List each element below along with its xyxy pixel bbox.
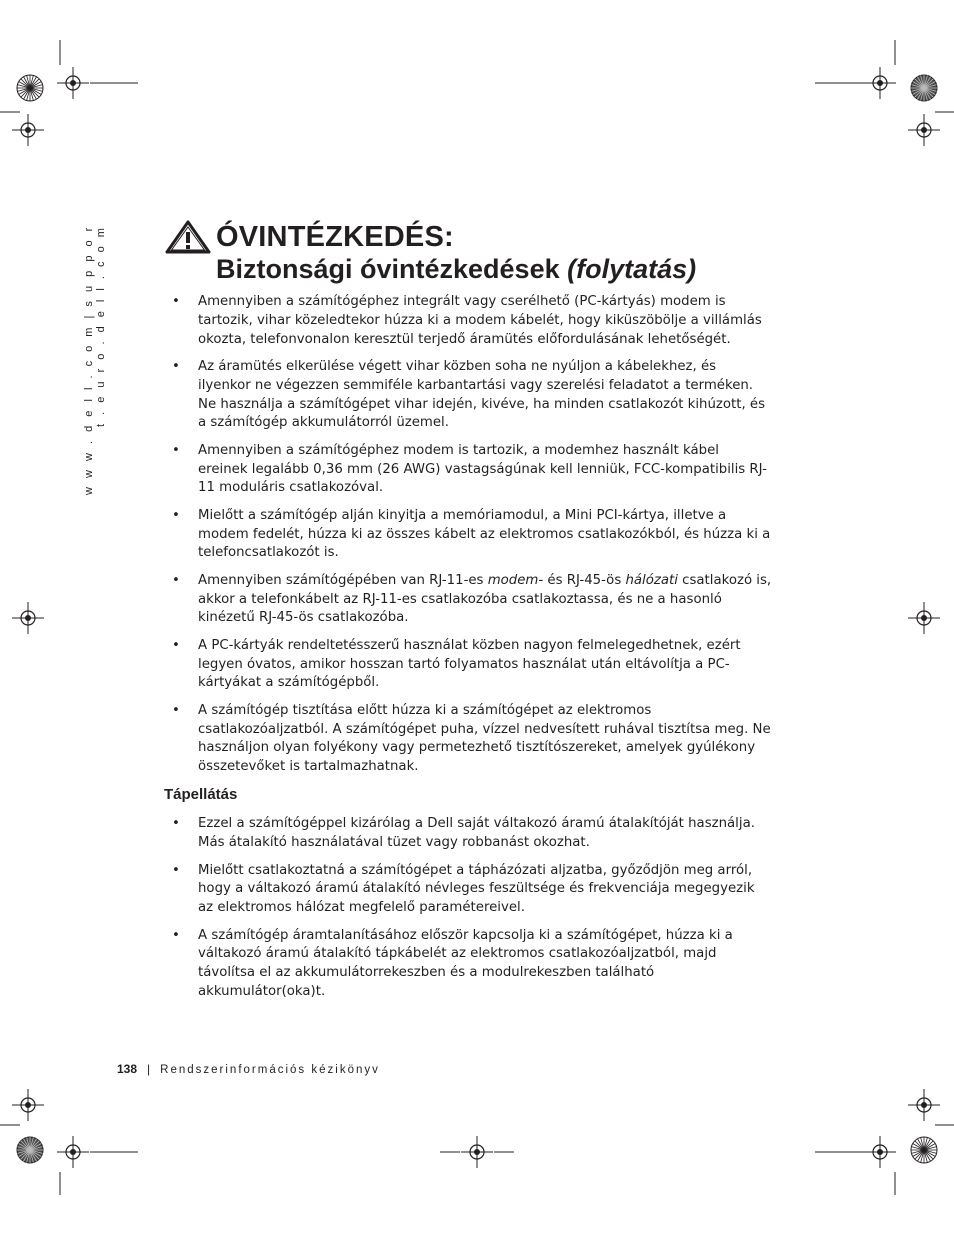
warning-triangle-icon — [165, 220, 211, 254]
sidebar-url: w w w . d e l l . c o m | s u p p o r t . e u r o . d e l l . c o m — [83, 225, 107, 496]
page-number: 138 — [117, 1062, 138, 1076]
safety-list-item — [172, 293, 772, 349]
bullet-text: Az áramütés elkerülése végett vihar közben soha ne nyúljon a kábelekhez, és ilyenkor ne végezzen semmiféle karbantartási vagy szerelési feladatot a terméken. Ne használja a számítógépet vihar idején, kivéve, ha minden csatlakozót kihúzott, és a számítógép akkumulátorról üzemel. — [198, 358, 766, 431]
bullet-text: és RJ-45-ös — [543, 572, 626, 588]
bullet-glyph: • — [172, 637, 180, 653]
bullet-glyph: • — [172, 927, 180, 943]
bullet-text: csatlakozó is, akkor a telefonkábelt az RJ-11-es csatlakozóba csatlakoztassa, és ne a hasonló kinézetű RJ-45-ös csatlakozóba. — [198, 572, 772, 626]
bullet-text: Amennyiben számítógépében van RJ-11-es — [198, 572, 488, 588]
section-title-power: Tápellátás — [164, 786, 238, 804]
registration-star-bottom-right — [911, 1137, 937, 1163]
footer-separator: | — [147, 1062, 151, 1076]
page-body — [164, 293, 772, 1010]
registration-crosshair — [12, 114, 44, 146]
bullet-text: Ezzel a számítógéppel kizárólag a Dell saját váltakozó áramú átalakítóját használja. Más átalakító használatával tüzet vagy robbanást okozhat. — [198, 816, 755, 851]
bullet-text: Mielőtt csatlakoztatná a számítógépet a tápházózati aljzatba, győződjön meg arról, hogy a váltakozó áramú átalakító névleges feszültsége és frekvenciája megegyezik az elektromos hálózat megfelelő paramétereivel. — [198, 862, 755, 916]
registration-crosshair — [57, 67, 89, 99]
power-list-item — [172, 862, 772, 918]
bullet-glyph: • — [172, 702, 180, 718]
bullet-text: Amennyiben a számítógéphez modem is tartozik, a modemhez használt kábel ereinek legalább 0,36 mm (26 AWG) vastagságúnak kell lenniük, FCC-kompatibilis RJ-11 moduláris csatlakozóval. — [198, 442, 767, 496]
heading-subtitle-text: Biztonsági óvintézkedések — [216, 254, 568, 284]
emphasis-text: hálózati — [625, 572, 678, 588]
heading-title: ÓVINTÉZKEDÉS: — [216, 221, 454, 253]
page-footer — [117, 1062, 380, 1076]
registration-crosshair — [864, 67, 896, 99]
power-list-item — [172, 927, 772, 1002]
bullet-text: A számítógép tisztítása előtt húzza ki a számítógépet az elektromos csatlakozóaljzatból. A számítógépet puha, vízzel nedvesített ruhával tisztítsa meg. Ne használjon olyan folyékony vagy permetezhető tisztítószereket, amelyek gyúlékony összetevőket is tartalmazhatnak. — [198, 702, 771, 775]
registration-star-bottom-left — [17, 1137, 43, 1163]
heading-subtitle-italic: (folytatás) — [567, 254, 697, 284]
safety-list-item — [172, 442, 772, 498]
safety-list-item — [172, 637, 772, 693]
registration-crosshair — [12, 602, 44, 634]
bullet-glyph: • — [172, 862, 180, 878]
bullet-glyph: • — [172, 294, 180, 309]
bullet-text: A PC-kártyák rendeltetésszerű használat közben nagyon felmelegedhetnek, ezért legyen óvatos, amikor hosszan tartó folyamatos használat után eltávolítja a PC-kártyákat a számítógépből. — [198, 637, 741, 691]
registration-crosshair — [12, 1089, 44, 1121]
registration-crosshair — [908, 602, 940, 634]
bullet-glyph: • — [172, 816, 180, 832]
bullet-glyph: • — [172, 507, 180, 523]
safety-list-item — [172, 507, 772, 563]
book-title: Rendszerinformációs kézikönyv — [160, 1064, 380, 1076]
bullet-text: A számítógép áramtalanításához először kapcsolja ki a számítógépet, húzza ki a váltakozó áramú átalakító tápkábelét az elektromos csatlakozóaljzatból, majd távolítsa el az akkumulátorrekeszben és a modulrekeszben található akkumulátor(oka)t. — [198, 927, 733, 1000]
bullet-glyph: • — [172, 358, 180, 374]
registration-crosshair — [908, 1089, 940, 1121]
safety-list — [172, 293, 772, 777]
registration-crosshair — [908, 114, 940, 146]
safety-list-item — [172, 702, 772, 777]
emphasis-text: modem- — [487, 572, 544, 588]
power-list — [172, 815, 772, 1001]
bullet-text: Amennyiben a számítógéphez integrált vagy cserélhető (PC-kártyás) modem is tartozik, vihar közeledtekor húzza ki a modem kábelét, hogy kiküszöbölje a villámlás okozta, telefonvonalon keresztül terjedő áramütés előfordulásának lehetőségét. — [198, 294, 762, 347]
registration-star-top-right — [911, 75, 937, 101]
bullet-glyph: • — [172, 572, 180, 588]
power-list-item — [172, 815, 772, 853]
bullet-glyph: • — [172, 442, 180, 458]
registration-crosshair — [57, 1136, 89, 1168]
registration-star-top-left — [17, 75, 43, 101]
registration-crosshair — [461, 1136, 493, 1168]
safety-list-item — [172, 358, 772, 433]
safety-list-item — [172, 572, 772, 628]
registration-crosshair — [864, 1136, 896, 1168]
bullet-text: Mielőtt a számítógép alján kinyitja a memóriamodul, a Mini PCI-kártya, illetve a modem fedelét, húzza ki az összes kábelt az elektromos csatlakozókból, és húzza ki a telefoncsatlakozót is. — [198, 507, 771, 561]
heading-subtitle — [216, 252, 696, 286]
